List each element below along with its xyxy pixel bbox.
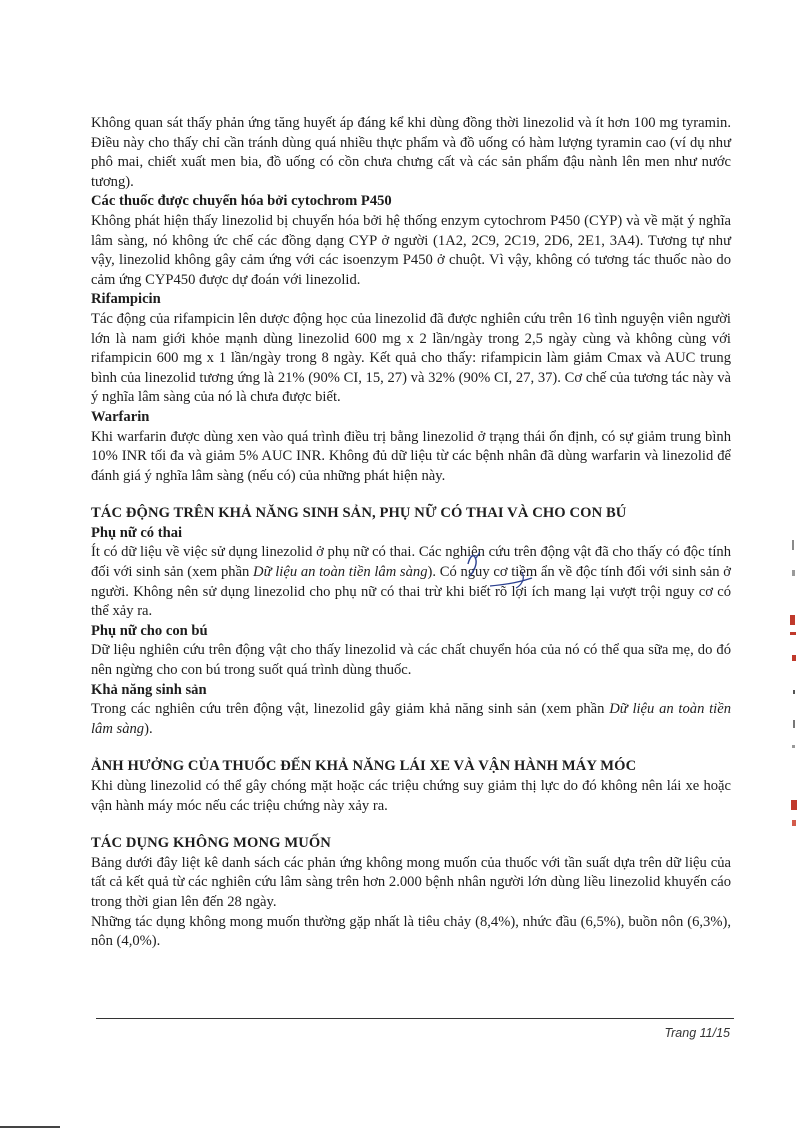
paragraph-adverse-effects-2: Những tác dụng không mong muốn thường gặp nhất là tiêu chảy (8,4%), nhức đầu (6,5%), buồn nôn (6,3%), nôn (4,0%).: [91, 913, 731, 950]
page-content: [91, 114, 731, 952]
scan-edge-marks: [780, 520, 799, 850]
pregnancy-text-1: Ít có dữ liệu về việc sử dụng linezolid ở phụ nữ có thai. Các nghiên cứu trên động vật đã cho thấy có độc tính đối với sinh sản (xem phần: [91, 544, 731, 581]
fertility-text-2: ).: [144, 720, 153, 737]
paragraph-adverse-effects-1: Bảng dưới đây liệt kê danh sách các phản ứng không mong muốn của thuốc với tần suất dựa trên dữ liệu của tất cả kết quả từ các nghiên cứu lâm sàng trên hơn 2.000 bệnh nhân người lớn dùng liều linezolid khuyến cáo trong thời gian lên đến 28 ngày.: [91, 854, 731, 910]
paragraph-tyramine: Không quan sát thấy phản ứng tăng huyết áp đáng kể khi dùng đồng thời linezolid và ít hơn 100 mg tyramin. Điều này cho thấy chỉ cần tránh dùng quá nhiều thực phẩm và đồ uống có hàm lượng tyramin cao (ví dụ như phô mai, chiết xuất men bia, đồ uống có cồn chưa chưng cất và các sản phẩm đậu nành lên men như nước tương).: [91, 115, 731, 190]
paragraph-driving: Khi dùng linezolid có thể gây chóng mặt hoặc các triệu chứng suy giảm thị lực do đó không nên lái xe hoặc vận hành máy móc nếu các triệu chứng này xảy ra.: [91, 778, 731, 814]
section-heading-fertility-pregnancy: TÁC ĐỘNG TRÊN KHẢ NĂNG SINH SẢN, PHỤ NỮ CÓ THAI VÀ CHO CON BÚ: [91, 505, 627, 522]
pregnancy-reference: Dữ liệu an toàn tiền lâm sàng: [253, 564, 428, 581]
heading-pregnancy: Phụ nữ có thai: [91, 524, 183, 541]
paragraph-lactation: Dữ liệu nghiên cứu trên động vật cho thấy linezolid và các chất chuyển hóa của nó có thể qua sữa mẹ, do đó nên ngừng cho con bú trong suốt quá trình dùng thuốc.: [91, 642, 731, 679]
fertility-reference: Dữ liệu an toàn tiền lâm sàng: [91, 701, 731, 737]
paragraph-pregnancy: [91, 543, 731, 621]
page-number: Trang 11/15: [664, 1026, 730, 1040]
paragraph-cytochrome-p450: Không phát hiện thấy linezolid bị chuyển hóa bởi hệ thống enzym cytochrom P450 (CYP) và về mặt ý nghĩa lâm sàng, nó không ức chế các đồng dạng CYP ở người (1A2, 2C9, 2C19, 2D6, 2E1, 3A4). Tương tự như vậy, linezolid không gây cảm ứng với các isoenzym P450 ở chuột. Vì vậy, không có tương tác thuốc nào do cảm ứng CYP450 được dự đoán với linezolid.: [91, 212, 731, 288]
handwritten-annotation: [440, 546, 560, 596]
pregnancy-text-2: ). Có nguy cơ tiềm ẩn về độc tính đối với sinh sản ở người. Không nên sử dụng linezolid cho phụ nữ có thai trừ khi biết rõ lợi ích mang lại vượt trội nguy cơ có thể xảy ra.: [91, 564, 732, 620]
fertility-text-1: Trong các nghiên cứu trên động vật, linezolid gây giảm khả năng sinh sản (xem phần: [91, 701, 610, 718]
paragraph-fertility: [91, 700, 731, 739]
heading-warfarin: Warfarin: [91, 408, 150, 425]
section-heading-driving: ẢNH HƯỞNG CỦA THUỐC ĐẾN KHẢ NĂNG LÁI XE VÀ VẬN HÀNH MÁY MÓC: [91, 758, 637, 775]
heading-cytochrome-p450: Các thuốc được chuyển hóa bởi cytochrom P450: [91, 193, 392, 210]
heading-lactation: Phụ nữ cho con bú: [91, 622, 208, 639]
scan-bottom-edge: [0, 1123, 799, 1129]
footer-divider: [96, 1018, 734, 1019]
heading-rifampicin: Rifampicin: [91, 291, 161, 308]
paragraph-rifampicin: Tác động của rifampicin lên dược động học của linezolid đã được nghiên cứu trên 16 tình nguyện viên người lớn là nam giới khỏe mạnh dùng linezolid 600 mg x 2 lần/ngày trong 2,5 ngày cùng và không cùng với rifampicin 600 mg x 1 lần/ngày trong 8 ngày. Kết quả cho thấy: rifampicin làm giảm Cmax và AUC trung bình của linezolid tương ứng là 21% (90% CI, 15, 27) và 32% (90% CI, 27, 37). Cơ chế của tương tác này và ý nghĩa lâm sàng của nó là chưa được biết.: [91, 310, 731, 406]
heading-fertility: Khả năng sinh sản: [91, 681, 207, 698]
section-heading-adverse-effects: TÁC DỤNG KHÔNG MONG MUỐN: [91, 835, 331, 852]
paragraph-warfarin: Khi warfarin được dùng xen vào quá trình điều trị bằng linezolid ở trạng thái ổn định, có sự giảm trung bình 10% INR tối đa và giảm 5% AUC INR. Không đủ dữ liệu từ các bệnh nhân đã dùng warfarin và linezolid để đánh giá ý nghĩa lâm sàng (nếu có) của những phát hiện này.: [91, 428, 731, 484]
